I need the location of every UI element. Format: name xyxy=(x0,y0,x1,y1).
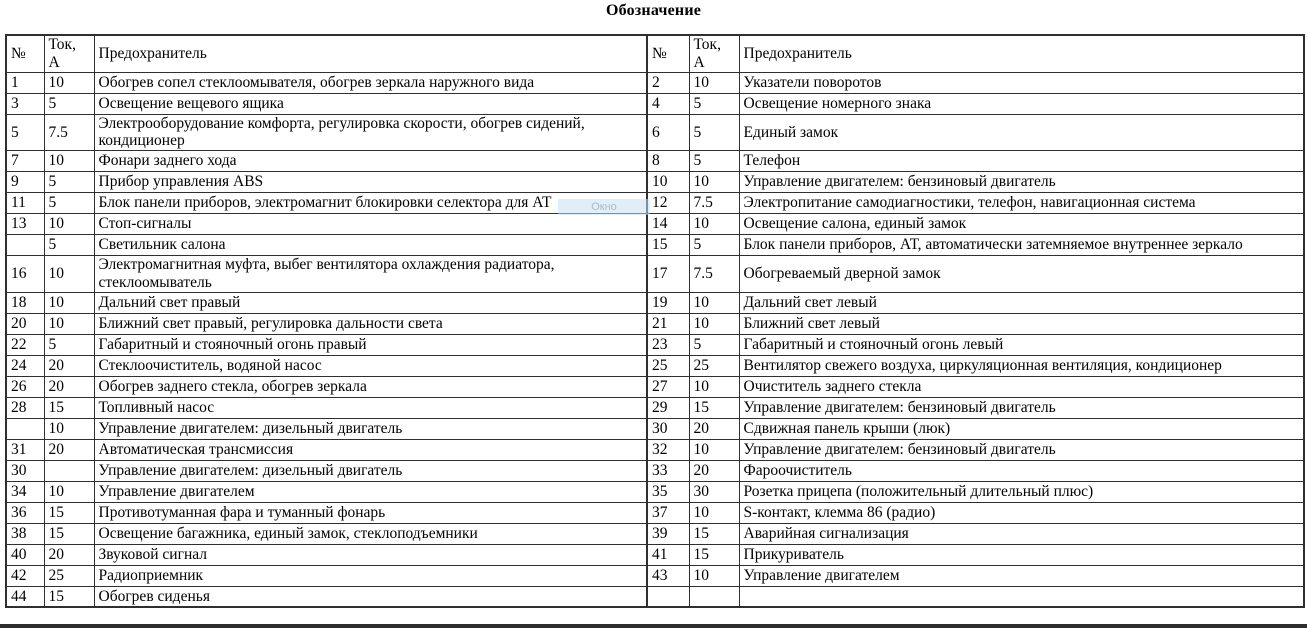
fuse-number: 31 xyxy=(6,439,44,460)
fuse-current: 5 xyxy=(44,235,94,256)
fuse-number: 28 xyxy=(6,397,44,418)
fuse-label: Прикуриватель xyxy=(739,544,1304,565)
fuse-current: 15 xyxy=(44,586,94,607)
fuse-label: Автоматическая трансмиссия xyxy=(94,439,647,460)
fuse-current: 25 xyxy=(689,355,739,376)
table-row xyxy=(6,214,1304,235)
table-row xyxy=(6,313,1304,334)
table-row xyxy=(6,460,1304,481)
fuse-label: Обогрев заднего стекла, обогрев зеркала xyxy=(94,376,647,397)
fuse-label: Габаритный и стояночный огонь левый xyxy=(739,334,1304,355)
fuse-current: 15 xyxy=(689,397,739,418)
fuse-number: 41 xyxy=(647,544,689,565)
fuse-label: Обогреваемый дверной замок xyxy=(739,256,1304,293)
fuse-number: 16 xyxy=(6,256,44,293)
fuse-number: 10 xyxy=(647,172,689,193)
header-fuse-right: Предохранитель xyxy=(739,35,1304,72)
table-row xyxy=(6,544,1304,565)
fuse-label: Обогрев сиденья xyxy=(94,586,647,607)
fuse-current: 10 xyxy=(689,292,739,313)
fuse-label: Обогрев сопел стеклоомывателя, обогрев зеркала наружного вида xyxy=(94,72,647,93)
fuse-label: Звуковой сигнал xyxy=(94,544,647,565)
table-row xyxy=(6,151,1304,172)
fuse-label: Габаритный и стояночный огонь правый xyxy=(94,334,647,355)
table-row xyxy=(6,439,1304,460)
fuse-current: 5 xyxy=(689,151,739,172)
fuse-label: Радиоприемник xyxy=(94,565,647,586)
fuse-number: 20 xyxy=(6,313,44,334)
fuse-number: 6 xyxy=(647,114,689,151)
fuse-label: Фонари заднего хода xyxy=(94,151,647,172)
fuse-number: 17 xyxy=(647,256,689,293)
fuse-label: Стоп-сигналы xyxy=(94,214,647,235)
table-row xyxy=(6,93,1304,114)
fuse-current: 10 xyxy=(689,565,739,586)
fuse-current: 10 xyxy=(44,418,94,439)
fuse-label: Блок панели приборов, АТ, автоматически затемняемое внутреннее зеркало xyxy=(739,235,1304,256)
fuse-number: 30 xyxy=(647,418,689,439)
fuse-number xyxy=(6,418,44,439)
fuse-number: 27 xyxy=(647,376,689,397)
fuse-number: 44 xyxy=(6,586,44,607)
fuse-number: 38 xyxy=(6,523,44,544)
table-row xyxy=(6,292,1304,313)
fuse-label: Дальний свет левый xyxy=(739,292,1304,313)
fuse-label: Фароочиститель xyxy=(739,460,1304,481)
fuse-number: 29 xyxy=(647,397,689,418)
table-row xyxy=(6,235,1304,256)
fuse-label: Освещение номерного знака xyxy=(739,93,1304,114)
fuse-current: 10 xyxy=(689,214,739,235)
table-row xyxy=(6,523,1304,544)
fuse-label: Управление двигателем: бензиновый двигатель xyxy=(739,439,1304,460)
fuse-label: S-контакт, клемма 86 (радио) xyxy=(739,502,1304,523)
fuse-number: 5 xyxy=(6,114,44,151)
fuse-label: Топливный насос xyxy=(94,397,647,418)
fuse-number: 22 xyxy=(6,334,44,355)
fuse-label: Освещение багажника, единый замок, стеклоподъемники xyxy=(94,523,647,544)
fuse-label: Управление двигателем: дизельный двигатель xyxy=(94,418,647,439)
table-row xyxy=(6,334,1304,355)
fuse-number xyxy=(647,586,689,607)
fuse-current: 5 xyxy=(689,235,739,256)
fuse-current: 20 xyxy=(44,376,94,397)
fuse-label: Ближний свет левый xyxy=(739,313,1304,334)
fuse-label xyxy=(739,586,1304,607)
table-row xyxy=(6,193,1304,214)
fuse-number: 23 xyxy=(647,334,689,355)
table-row xyxy=(6,114,1304,151)
fuse-number: 39 xyxy=(647,523,689,544)
fuse-designation-table xyxy=(5,34,1305,608)
fuse-label: Противотуманная фара и туманный фонарь xyxy=(94,502,647,523)
fuse-number: 26 xyxy=(6,376,44,397)
fuse-number: 2 xyxy=(647,72,689,93)
fuse-number: 30 xyxy=(6,460,44,481)
fuse-current: 10 xyxy=(689,376,739,397)
table-row xyxy=(6,376,1304,397)
fuse-number: 33 xyxy=(647,460,689,481)
fuse-label: Светильник салона xyxy=(94,235,647,256)
table-row xyxy=(6,72,1304,93)
fuse-number: 36 xyxy=(6,502,44,523)
fuse-current: 15 xyxy=(44,502,94,523)
fuse-number: 15 xyxy=(647,235,689,256)
fuse-number: 43 xyxy=(647,565,689,586)
fuse-current: 20 xyxy=(44,544,94,565)
fuse-current: 10 xyxy=(689,313,739,334)
screen-capture-tooltip: Окно xyxy=(558,199,650,215)
fuse-current: 5 xyxy=(44,193,94,214)
fuse-current: 7.5 xyxy=(44,114,94,151)
fuse-label: Управление двигателем: бензиновый двигатель xyxy=(739,172,1304,193)
fuse-table-body xyxy=(6,72,1304,607)
fuse-current: 15 xyxy=(689,523,739,544)
fuse-current: 5 xyxy=(689,114,739,151)
fuse-number: 11 xyxy=(6,193,44,214)
fuse-label: Стеклоочиститель, водяной насос xyxy=(94,355,647,376)
fuse-current: 15 xyxy=(44,397,94,418)
fuse-current: 5 xyxy=(44,93,94,114)
fuse-current: 10 xyxy=(44,214,94,235)
fuse-number: 14 xyxy=(647,214,689,235)
table-row xyxy=(6,355,1304,376)
fuse-label: Телефон xyxy=(739,151,1304,172)
table-row xyxy=(6,502,1304,523)
fuse-current: 10 xyxy=(44,292,94,313)
fuse-current: 10 xyxy=(44,481,94,502)
fuse-current: 10 xyxy=(44,151,94,172)
fuse-number: 34 xyxy=(6,481,44,502)
fuse-current: 5 xyxy=(44,334,94,355)
fuse-label: Ближний свет правый, регулировка дальности света xyxy=(94,313,647,334)
fuse-number xyxy=(6,235,44,256)
fuse-current xyxy=(689,586,739,607)
bottom-divider xyxy=(0,624,1307,628)
table-row xyxy=(6,172,1304,193)
fuse-current: 10 xyxy=(44,72,94,93)
fuse-label: Блок панели приборов, электромагнит блокировки селектора для АТ xyxy=(94,193,647,214)
table-row xyxy=(6,418,1304,439)
fuse-current: 20 xyxy=(689,418,739,439)
fuse-current xyxy=(44,460,94,481)
header-current-right: Ток, А xyxy=(689,35,739,72)
fuse-current: 10 xyxy=(689,72,739,93)
fuse-current: 10 xyxy=(44,313,94,334)
fuse-number: 32 xyxy=(647,439,689,460)
header-number-left: № xyxy=(6,35,44,72)
header-fuse-left: Предохранитель xyxy=(94,35,647,72)
fuse-current: 20 xyxy=(689,460,739,481)
fuse-number: 42 xyxy=(6,565,44,586)
fuse-number: 24 xyxy=(6,355,44,376)
table-row xyxy=(6,565,1304,586)
fuse-number: 12 xyxy=(647,193,689,214)
fuse-label: Освещение салона, единый замок xyxy=(739,214,1304,235)
fuse-number: 13 xyxy=(6,214,44,235)
fuse-label: Управление двигателем: бензиновый двигатель xyxy=(739,397,1304,418)
fuse-number: 37 xyxy=(647,502,689,523)
fuse-number: 3 xyxy=(6,93,44,114)
fuse-label: Электропитание самодиагностики, телефон, навигационная система xyxy=(739,193,1304,214)
fuse-number: 8 xyxy=(647,151,689,172)
fuse-label: Управление двигателем xyxy=(739,565,1304,586)
header-current-left: Ток, А xyxy=(44,35,94,72)
fuse-label: Единый замок xyxy=(739,114,1304,151)
fuse-label: Указатели поворотов xyxy=(739,72,1304,93)
fuse-current: 10 xyxy=(44,256,94,293)
fuse-label: Освещение вещевого ящика xyxy=(94,93,647,114)
fuse-number: 35 xyxy=(647,481,689,502)
fuse-label: Розетка прицепа (положительный длительный плюс) xyxy=(739,481,1304,502)
fuse-number: 40 xyxy=(6,544,44,565)
table-header-row xyxy=(6,35,1304,72)
fuse-label: Управление двигателем: дизельный двигатель xyxy=(94,460,647,481)
table-row xyxy=(6,256,1304,293)
fuse-current: 15 xyxy=(44,523,94,544)
fuse-number: 1 xyxy=(6,72,44,93)
fuse-current: 20 xyxy=(44,355,94,376)
fuse-current: 25 xyxy=(44,565,94,586)
table-row xyxy=(6,481,1304,502)
fuse-current: 10 xyxy=(689,502,739,523)
page-title: Обозначение xyxy=(605,2,702,19)
fuse-current: 30 xyxy=(689,481,739,502)
fuse-label: Прибор управления ABS xyxy=(94,172,647,193)
fuse-current: 5 xyxy=(689,93,739,114)
fuse-label: Вентилятор свежего воздуха, циркуляционная вентиляция, кондиционер xyxy=(739,355,1304,376)
fuse-current: 20 xyxy=(44,439,94,460)
fuse-label: Очиститель заднего стекла xyxy=(739,376,1304,397)
table-row xyxy=(6,397,1304,418)
header-number-right: № xyxy=(647,35,689,72)
fuse-label: Электромагнитная муфта, выбег вентилятора охлаждения радиатора, стеклоомыватель xyxy=(94,256,647,293)
fuse-number: 9 xyxy=(6,172,44,193)
table-row xyxy=(6,586,1304,607)
fuse-label: Управление двигателем xyxy=(94,481,647,502)
fuse-number: 25 xyxy=(647,355,689,376)
fuse-number: 21 xyxy=(647,313,689,334)
fuse-current: 7.5 xyxy=(689,193,739,214)
fuse-label: Аварийная сигнализация xyxy=(739,523,1304,544)
fuse-label: Электрооборудование комфорта, регулировка скорости, обогрев сидений, кондиционер xyxy=(94,114,647,151)
fuse-current: 10 xyxy=(689,172,739,193)
fuse-current: 10 xyxy=(689,439,739,460)
fuse-number: 18 xyxy=(6,292,44,313)
fuse-current: 15 xyxy=(689,544,739,565)
fuse-number: 19 xyxy=(647,292,689,313)
fuse-current: 5 xyxy=(44,172,94,193)
fuse-current: 5 xyxy=(689,334,739,355)
fuse-number: 7 xyxy=(6,151,44,172)
fuse-number: 4 xyxy=(647,93,689,114)
fuse-label: Дальний свет правый xyxy=(94,292,647,313)
fuse-current: 7.5 xyxy=(689,256,739,293)
fuse-label: Сдвижная панель крыши (люк) xyxy=(739,418,1304,439)
